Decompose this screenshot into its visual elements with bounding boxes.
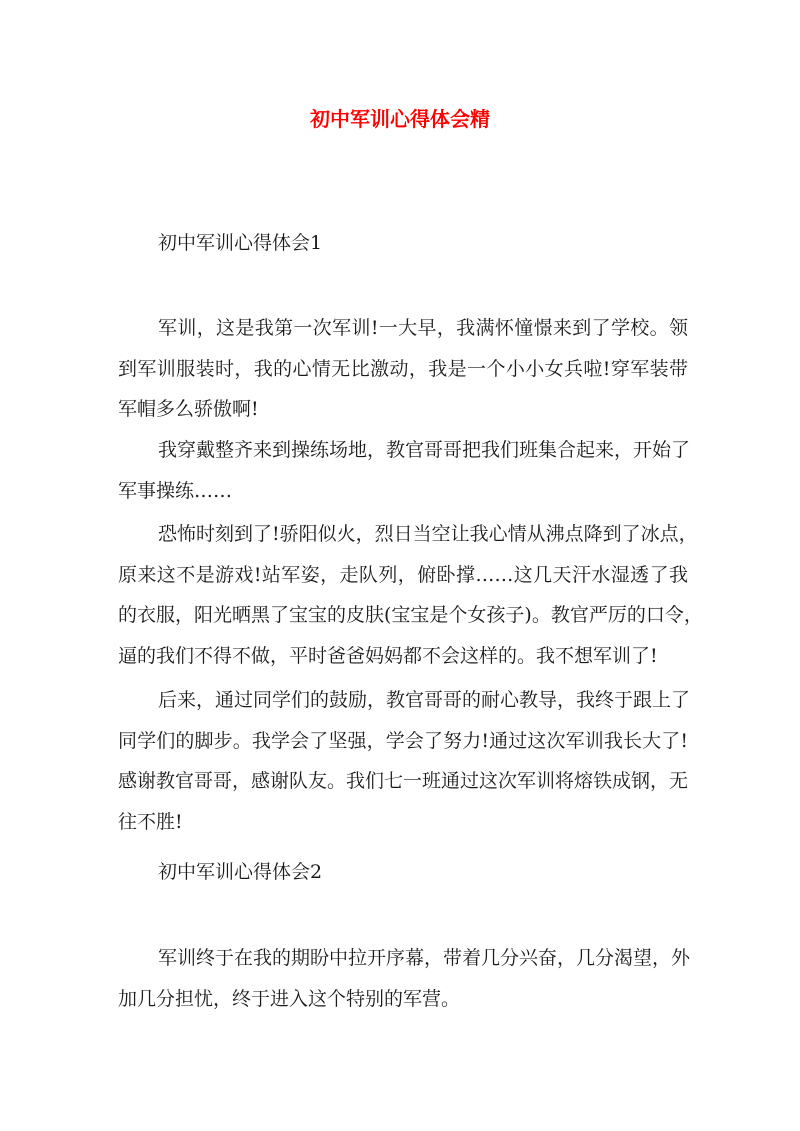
paragraph-2 (118, 430, 691, 511)
paragraph-line: 的衣服，阳光晒黑了宝宝的皮肤(宝宝是个女孩子)。教官严厉的口令， (118, 604, 703, 627)
paragraph-line: 往不胜! (118, 810, 183, 833)
paragraph-4 (118, 680, 691, 842)
paragraph-line: 感谢教官哥哥，感谢队友。我们七一班通过这次军训将熔铁成钢，无 (118, 770, 689, 793)
paragraph-1 (118, 308, 688, 430)
paragraph-line: 军训终于在我的期盼中拉开序幕，带着几分兴奋，几分渴望，外 (158, 947, 691, 969)
document-title: 初中军训心得体会精 (310, 107, 490, 131)
paragraph-line: 我穿戴整齐来到操练场地，教官哥哥把我们班集合起来，开始了 (158, 439, 691, 461)
section-heading-2: 初中军训心得体会2 (158, 861, 323, 883)
paragraph-line: 恐怖时刻到了!骄阳似火，烈日当空让我心情从沸点降到了冰点， (158, 523, 698, 545)
paragraph-5 (118, 938, 691, 1019)
paragraph-line: 军事操练…… (118, 479, 233, 502)
section-heading-1: 初中军训心得体会1 (158, 232, 323, 254)
paragraph-line: 同学们的脚步。我学会了坚强，学会了努力!通过这次军训我长大了! (118, 729, 688, 752)
paragraph-line: 军帽多么骄傲啊! (118, 398, 259, 421)
paragraph-line: 后来，通过同学们的鼓励，教官哥哥的耐心教导，我终于跟上了 (158, 689, 691, 711)
paragraph-line: 逼的我们不得不做，平时爸爸妈妈都不会这样的。我不想军训了! (118, 644, 658, 667)
paragraph-line: 军训，这是我第一次军训!一大早，我满怀憧憬来到了学校。领 (158, 317, 688, 339)
paragraph-3 (118, 514, 703, 676)
paragraph-line: 到军训服装时，我的心情无比激动，我是一个小小女兵啦!穿军装带 (118, 357, 688, 380)
paragraph-line: 原来这不是游戏!站军姿，走队列，俯卧撑……这几天汗水湿透了我 (118, 563, 688, 586)
paragraph-line: 加几分担忧，终于进入这个特别的军营。 (118, 987, 461, 1010)
